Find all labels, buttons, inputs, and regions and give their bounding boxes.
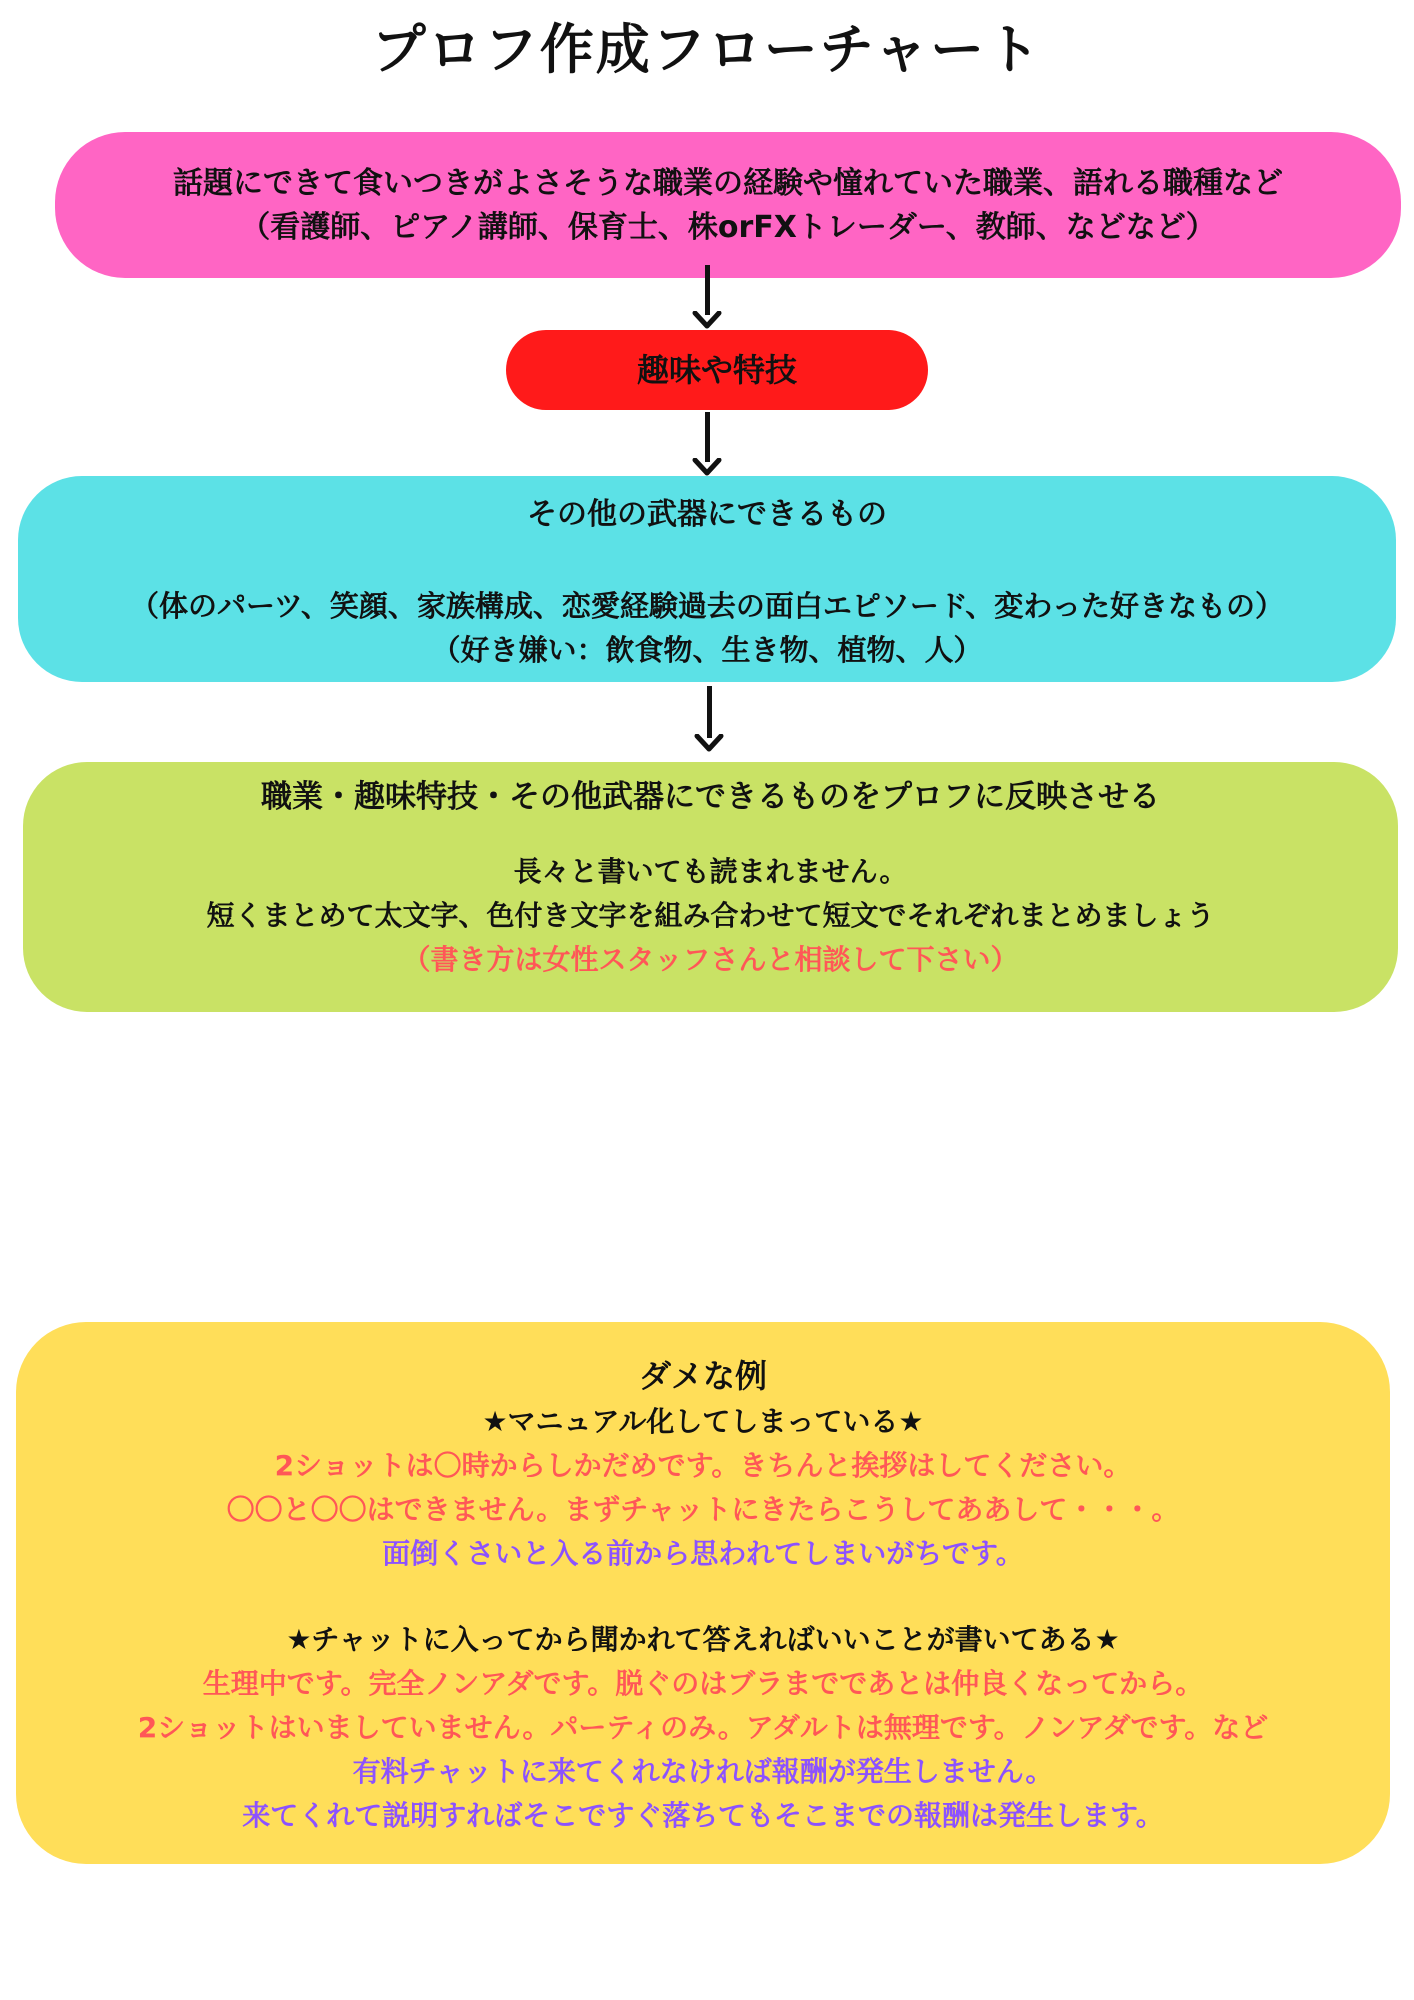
bad-example-line: 生理中です。完全ノンアダです。脱ぐのはブラまでであとは仲良くなってから。 [202, 1667, 1204, 1700]
step-hobby-label: 趣味や特技 [636, 351, 797, 389]
bad-example-line: 面倒くさいと入る前から思われてしまいがちです。 [382, 1537, 1024, 1570]
bad-example-line: 2ショットはいましていません。パーティのみ。アダルトは無理です。ノンアダです。など [137, 1711, 1269, 1744]
step-hobby-box [506, 330, 928, 410]
step-reflect-box [23, 762, 1398, 1012]
bad-example-line: 有料チャットに来てくれなければ報酬が発生しません。 [352, 1755, 1054, 1788]
step-reflect-line2: 短くまとめて太文字、色付き文字を組み合わせて短文でそれぞれまとめましょう [206, 899, 1215, 932]
step-job-box [55, 132, 1401, 278]
step-reflect-line1: 長々と書いても読まれません。 [513, 855, 908, 888]
page-title: プロフ作成フローチャート [371, 17, 1043, 81]
step-weapons-line1: （体のパーツ、笑顔、家族構成、恋愛経験過去の面白エピソード、変わった好きなもの） [130, 589, 1284, 623]
bad-example-line: 〇〇と〇〇はできません。まずチャットにきたらこうしてああして・・・。 [226, 1493, 1180, 1526]
step-reflect-heading: 職業・趣味特技・その他武器にできるものをプロフに反映させる [261, 779, 1160, 815]
bad-example-line: 来てくれて説明すればそこですぐ落ちてもそこまでの報酬は発生します。 [242, 1799, 1164, 1832]
bad-example-subheading-1: ★マニュアル化してしまっている★ [482, 1405, 924, 1438]
step-job-examples: （看護師、ピアノ講師、保育士、株orFXトレーダー、教師、などなど） [240, 210, 1216, 245]
step-weapons-line2: （好き嫌い：飲食物、生き物、植物、人） [431, 633, 983, 667]
flow-arrow-2 [692, 412, 722, 476]
step-reflect-note: （書き方は女性スタッフさんと相談して下さい） [402, 943, 1019, 976]
bad-example-box [16, 1322, 1390, 1864]
step-job-text: 話題にできて食いつきがよさそうな職業の経験や憧れていた職業、語れる職種など [173, 166, 1283, 201]
bad-example-subheading-2: ★チャットに入ってから聞かれて答えればいいことが書いてある★ [286, 1623, 1120, 1656]
step-weapons-heading: その他の武器にできるもの [527, 497, 887, 532]
flow-arrow-1 [692, 265, 722, 329]
bad-example-line: 2ショットは〇時からしかだめです。きちんと挨拶はしてください。 [274, 1449, 1132, 1482]
step-weapons-box [18, 476, 1396, 682]
flow-arrow-3 [694, 686, 724, 752]
bad-example-heading: ダメな例 [638, 1357, 767, 1395]
